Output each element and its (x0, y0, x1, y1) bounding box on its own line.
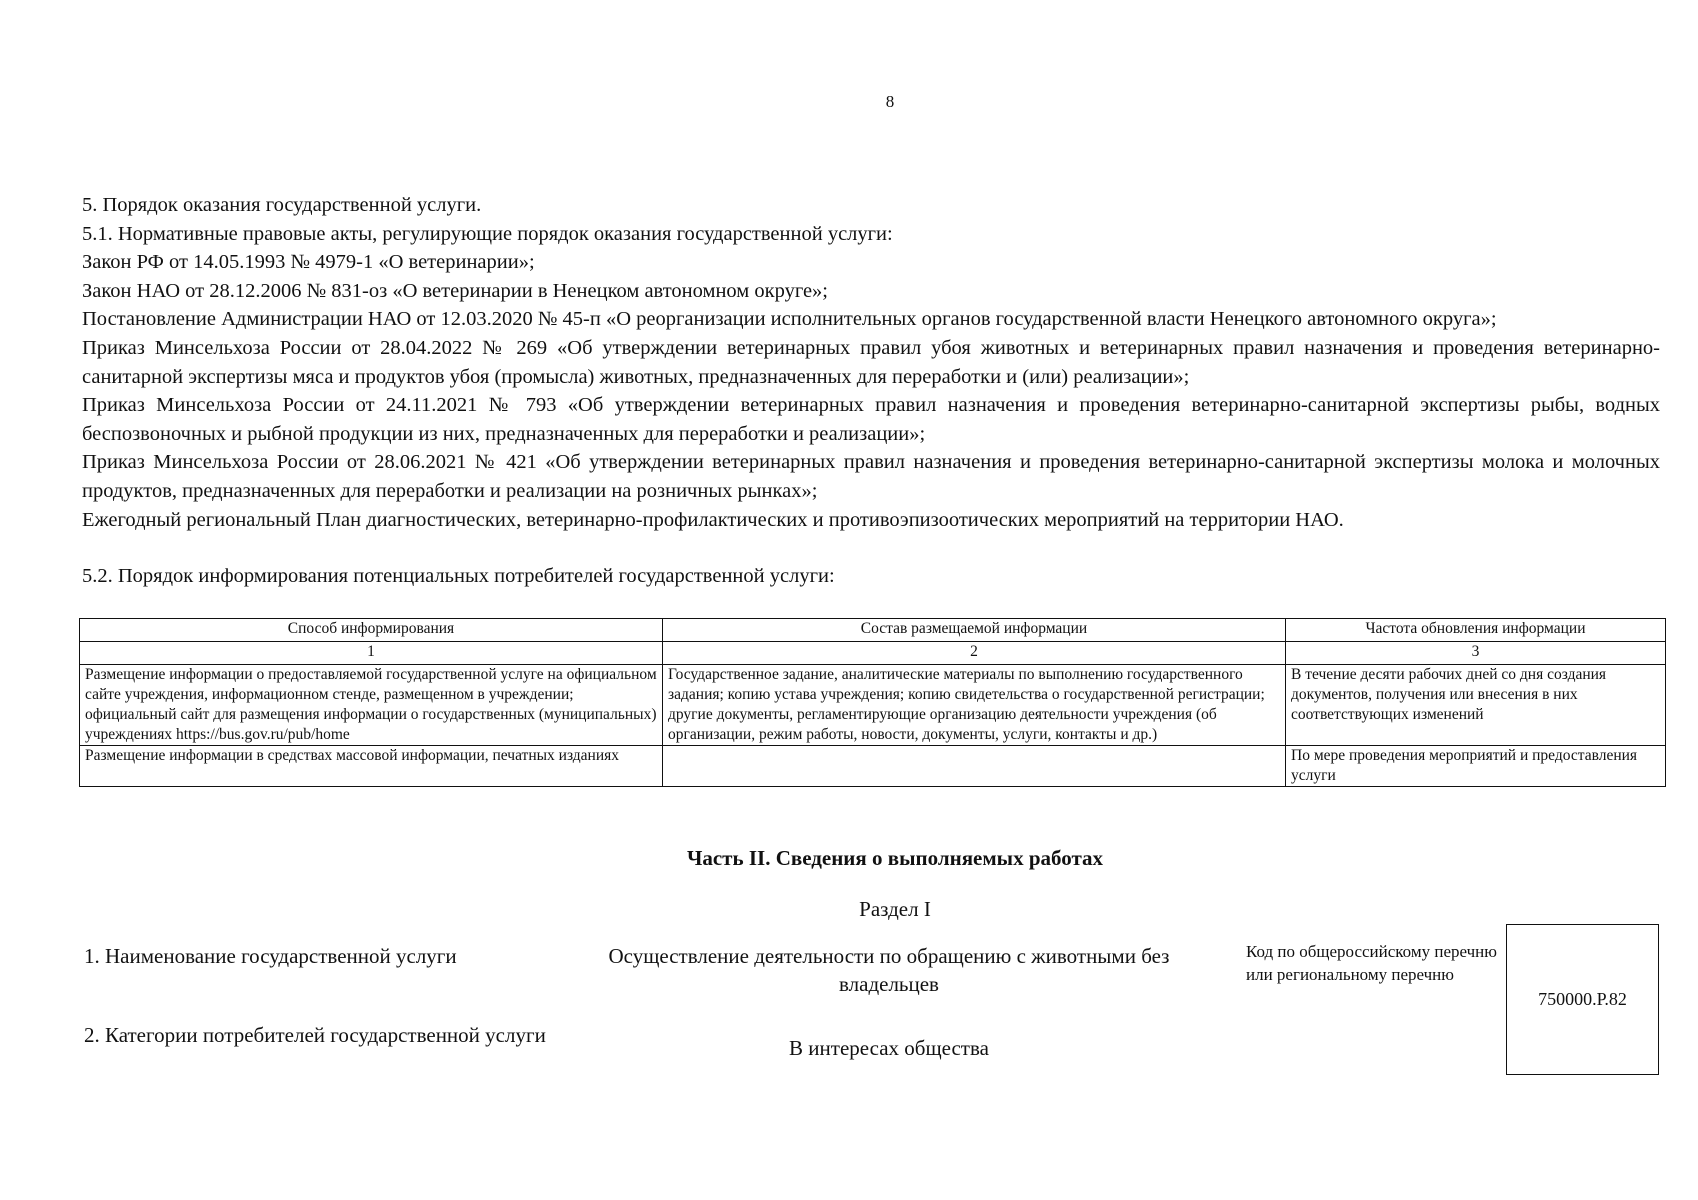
consumer-category-label: 2. Категории потребителей государственной услуги (84, 1023, 546, 1047)
registry-code-label: Код по общероссийскому перечню или региональному перечню (1246, 942, 1497, 984)
table-cell: Государственное задание, аналитические материалы по выполнению государственного задания; копию устава учреждения; копию свидетельства о государственной регистрации; другие документы, регламентирующие организацию деятельности учреждения (об организации, режим работы, новости, документы, услуги, контакты и др.) (663, 665, 1286, 746)
section-5-heading: 5. Порядок оказания государственной услуги. (82, 194, 482, 216)
legal-act-1: Закон РФ от 14.05.1993 № 4979-1 «О ветеринарии»; (82, 251, 535, 274)
table-header-cell: Состав размещаемой информации (663, 619, 1286, 642)
registry-code-box (1506, 924, 1659, 1075)
table-number-cell: 2 (663, 642, 1286, 665)
section-5-text (82, 191, 1660, 534)
legal-act-5: Приказ Минсельхоза России от 24.11.2021 № 793 «Об утверждении ветеринарных правил назначения и проведения ветеринарно-санитарной экспертизы рыбы, водных беспозвоночных и рыбной продукции из них, предназначенных для переработки и реализации»; (82, 394, 1660, 445)
legal-act-3: Постановление Администрации НАО от 12.03.2020 № 45-п «О реорганизации исполнительных органов государственной власти Ненецкого автономного округа»; (82, 308, 1497, 331)
table-number-cell: 1 (80, 642, 663, 665)
table-cell: По мере проведения мероприятий и предоставления услуги (1286, 746, 1666, 787)
table-cell: Размещение информации о предоставляемой государственной услуге на официальном сайте учреждения, информационном стенде, размещенном в учреждении; официальный сайт для размещения информации о государственных (муниципальных) учреждениях https://bus.gov.ru/pub/home (80, 665, 663, 746)
part-title: Часть II. Сведения о выполняемых работах (686, 846, 1104, 870)
section-title: Раздел I (859, 897, 931, 921)
service-name-label: 1. Наименование государственной услуги (84, 944, 457, 968)
table-header-row (80, 619, 1666, 642)
registry-code-value: 750000.Р.82 (1538, 989, 1627, 1009)
table-cell: Размещение информации в средствах массовой информации, печатных изданиях (80, 746, 663, 787)
page-number: 8 (885, 92, 895, 111)
table-header-cell: Частота обновления информации (1286, 619, 1666, 642)
table-number-cell: 3 (1286, 642, 1666, 665)
table-header-cell: Способ информирования (80, 619, 663, 642)
consumer-category-value: В интересах общества (789, 1036, 989, 1060)
table-cell: В течение десяти рабочих дней со дня создания документов, получения или внесения в них соответствующих изменений (1286, 665, 1666, 746)
section-5-2-heading: 5.2. Порядок информирования потенциальных потребителей государственной услуги: (82, 565, 835, 587)
legal-act-4: Приказ Минсельхоза России от 28.04.2022 № 269 «Об утверждении ветеринарных правил убоя животных и ветеринарных правил назначения и проведения ветеринарно-санитарной экспертизы мяса и продуктов убоя (промысла) животных, предназначенных для переработки и (или) реализации»; (82, 336, 1660, 388)
table-row (80, 746, 1666, 787)
service-name-value: Осуществление деятельности по обращению с животными без владельцев (608, 944, 1170, 996)
legal-act-6: Приказ Минсельхоза России от 28.06.2021 № 421 «Об утверждении ветеринарных правил назначения и проведения ветеринарно-санитарной экспертизы молока и молочных продуктов, предназначенных для переработки и реализации на розничных рынках»; (82, 451, 1660, 502)
informing-table (79, 618, 1666, 787)
section-5-1-heading: 5.1. Нормативные правовые акты, регулирующие порядок оказания государственной услуги: (82, 222, 893, 245)
table-cell (663, 746, 1286, 787)
table-number-row (80, 642, 1666, 665)
table-row (80, 665, 1666, 746)
legal-act-7: Ежегодный региональный План диагностических, ветеринарно-профилактических и противоэпизоотических мероприятий на территории НАО. (82, 508, 1344, 531)
legal-act-2: Закон НАО от 28.12.2006 № 831-оз «О ветеринарии в Ненецком автономном округе»; (82, 279, 829, 302)
